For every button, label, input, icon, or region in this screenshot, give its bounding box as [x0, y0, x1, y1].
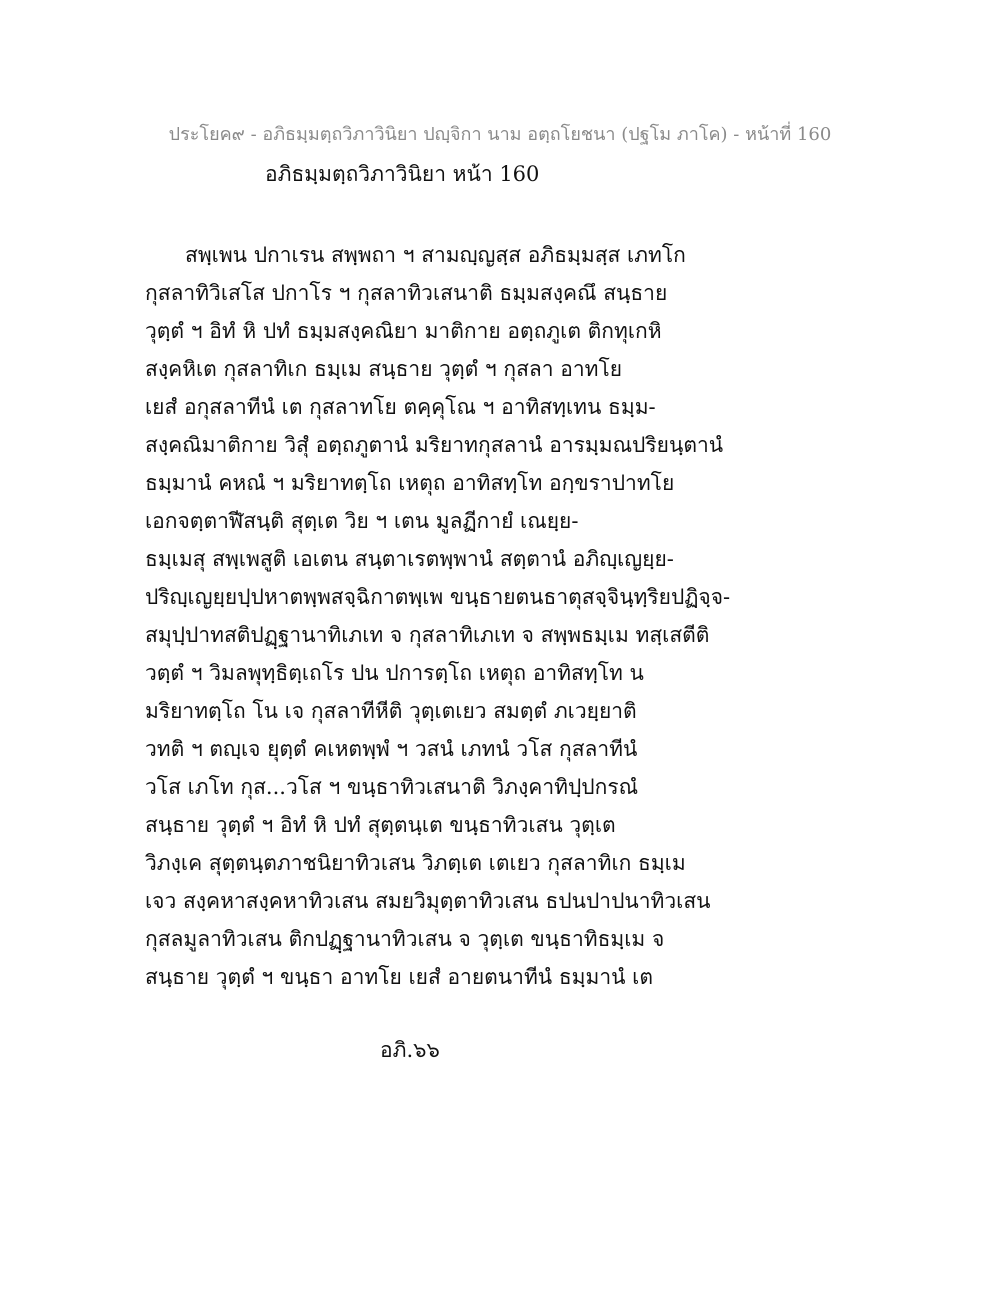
text-line: วิภงฺเค สุตฺตนฺตภาชนิยาทิวเสน วิภตฺเต เตเยว กุสลาทิเก ธมฺเม [145, 851, 686, 875]
body-text [145, 238, 845, 998]
text-line: วทติ ฯ ตญฺเจ ยุตฺตํ คเหตพฺพํ ฯ วสนํ เภทนํ วโส กุสลาทีนํ [145, 737, 638, 761]
text-line: เอกจตฺตาฬีสนฺติ สุตฺเต วิย ฯ เตน มูลฏีกายํ เณยฺย- [145, 509, 579, 533]
text-line: เจว สงฺคหาสงฺคหาทิวเสน สมยวิมุตฺตาทิวเสน ธปนปาปนาทิวเสน [145, 889, 711, 913]
text-line: ปริญฺเญยฺยปฺปหาตพฺพสจฺฉิกาตพฺเพ ขนฺธายตนธาตุสจฺจินฺทฺริยปฏิจฺจ- [145, 585, 731, 609]
text-line: ธมฺเมสุ สพฺเพสูติ เอเตน สนฺตาเรตพฺพานํ สตฺตานํ อภิญฺเญยฺย- [145, 547, 674, 571]
footer-page-mark: อภิ.๖๖ [380, 1038, 440, 1062]
text-line: สงฺคณิมาติกาย วิสุํ อตฺถภูตานํ มริยาทกุสลานํ อารมฺมณปริยนฺตานํ [145, 433, 724, 457]
text-line: สงฺคหิเต กุสลาทิเก ธมฺเม สนฺธาย วุตฺตํ ฯ กุสลา อาทโย [145, 357, 623, 381]
running-header: ประโยค๙ - อภิธมฺมตฺถวิภาวินิยา ปญฺจิกา นาม อตฺถโยชนา (ปฐโม ภาโค) - หน้าที่ 160 [168, 124, 832, 145]
text-line: วุตฺตํ ฯ อิทํ หิ ปทํ ธมฺมสงฺคณิยา มาติกาย อตฺถภูเต ติกทุเกหิ [145, 319, 662, 343]
text-line: วตฺตํ ฯ วิมลพุทฺธิตฺเถโร ปน ปการตฺโถ เหตุถ อาทิสทฺโท น [145, 661, 644, 685]
page-title: อภิธมฺมตฺถวิภาวินิยา หน้า 160 [265, 162, 540, 186]
text-line: สมุปฺปาทสติปฏฺฐานาทิเภเท จ กุสลาทิเภเท จ สพฺพธมฺเม ทสฺเสตีติ [145, 623, 710, 647]
text-line: ธมฺมานํ คหณํ ฯ มริยาทตฺโถ เหตุถ อาทิสทฺโท อกฺขราปาทโย [145, 471, 675, 495]
text-line: มริยาทตฺโถ โน เจ กุสลาทีหีติ วุตฺเตเยว สมตฺตํ ภเวยฺยาติ [145, 699, 637, 723]
text-line: สนฺธาย วุตฺตํ ฯ อิทํ หิ ปทํ สุตฺตนฺเต ขนฺธาทิวเสน วุตฺเต [145, 813, 616, 837]
text-line: สพฺเพน ปกาเรน สพฺพถา ฯ สามญฺญสฺส อภิธมฺมสฺส เภทโก [185, 243, 686, 267]
text-line: กุสลาทิวิเสโส ปกาโร ฯ กุสลาทิวเสนาติ ธมฺมสงฺคณึ สนฺธาย [145, 281, 668, 305]
text-line: กุสลมูลาทิวเสน ติกปฏฺฐานาทิวเสน จ วุตฺเต ขนฺธาทิธมฺเม จ [145, 927, 665, 951]
text-line: วโส เภโท กุส...วโส ฯ ขนฺธาทิวเสนาติ วิภงฺคาทิปฺปกรณํ [145, 775, 639, 799]
text-line: สนฺธาย วุตฺตํ ฯ ขนฺธา อาทโย เยสํ อายตนาทีนํ ธมฺมานํ เต [145, 965, 653, 989]
text-line: เยสํ อกุสลาทีนํ เต กุสลาทโย ตคฺคุโณ ฯ อาทิสทฺเทน ธมฺม- [145, 395, 656, 419]
